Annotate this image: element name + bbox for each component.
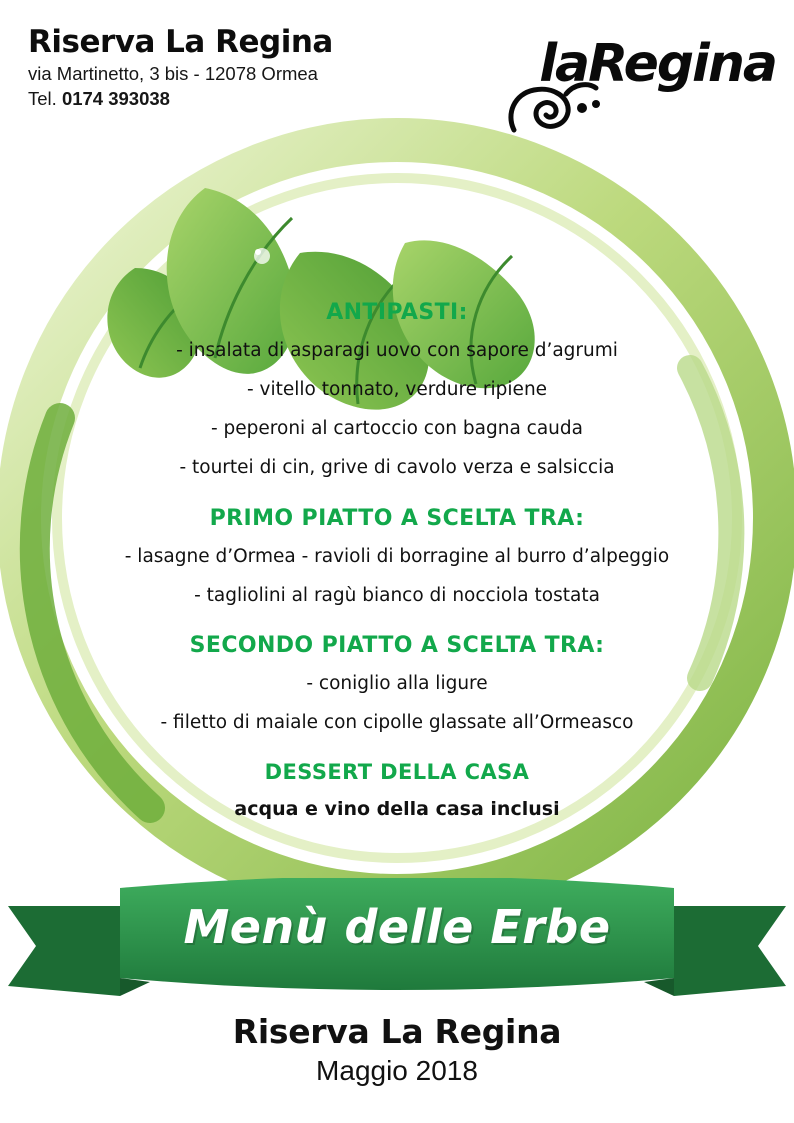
logo-wordmark: laRegina xyxy=(539,34,776,94)
menu-content xyxy=(97,300,697,820)
menu-item: - peperoni al cartoccio con bagna cauda xyxy=(211,418,583,440)
menu-note: acqua e vino della casa inclusi xyxy=(234,798,560,820)
ribbon-banner xyxy=(0,878,794,1008)
phone-number: 0174 393038 xyxy=(61,87,170,109)
section-heading-dessert: DESSERT DELLA CASA xyxy=(264,760,530,784)
menu-item: - coniglio alla ligure xyxy=(306,672,488,694)
document-footer xyxy=(0,1012,794,1087)
restaurant-name: Riserva La Regina xyxy=(28,24,333,60)
section-heading-primo: PRIMO PIATTO A SCELTA TRA: xyxy=(209,505,585,531)
menu-item: - filetto di maiale con cipolle glassate all’Ormeasco xyxy=(160,711,634,733)
footer-date: Maggio 2018 xyxy=(316,1055,478,1086)
footer-restaurant-name: Riserva La Regina xyxy=(232,1012,562,1051)
menu-item: - insalata di asparagi uovo con sapore d’agrumi xyxy=(176,340,618,361)
section-heading-secondo: SECONDO PIATTO A SCELTA TRA: xyxy=(189,632,605,658)
ribbon-title: Menù delle Erbe xyxy=(183,900,611,954)
menu-item: - lasagne d’Ormea - ravioli di borragine al burro d’alpeggio xyxy=(124,545,670,567)
brand-block xyxy=(28,26,333,110)
menu-item: - tourtei di cin, grive di cavolo verza e salsiccia xyxy=(179,457,615,479)
restaurant-address: via Martinetto, 3 bis - 12078 Ormea xyxy=(28,62,318,84)
phone-label: Tel. xyxy=(28,87,62,109)
menu-item: - vitello tonnato, verdure ripiene xyxy=(246,379,548,401)
menu-item: - tagliolini al ragù bianco di nocciola tostata xyxy=(194,584,600,606)
section-heading-antipasti: ANTIPASTI: xyxy=(326,300,468,325)
restaurant-phone xyxy=(28,88,333,110)
